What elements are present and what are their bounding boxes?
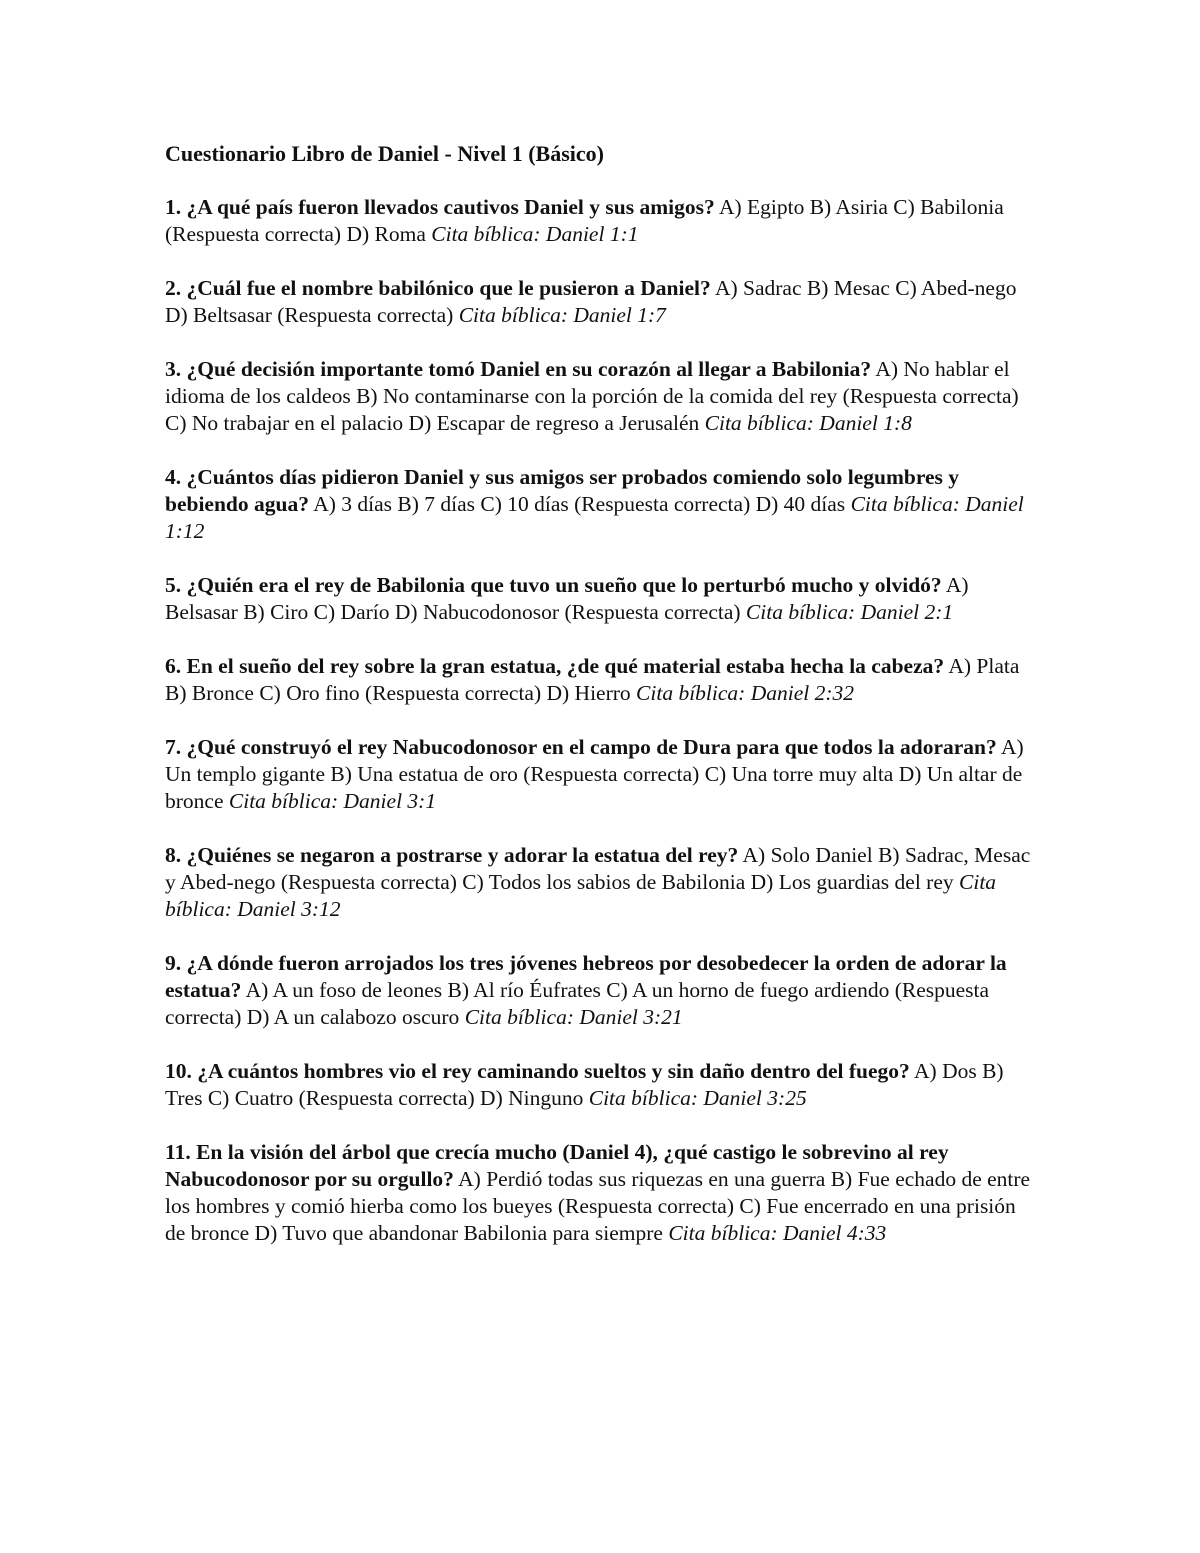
question-stem: 11. En la visión del árbol que crecía mucho (Daniel 4), ¿qué castigo le sobrevino al rey Nabucodonosor por su orgullo? bbox=[165, 1140, 949, 1191]
question-4 bbox=[165, 464, 1037, 545]
bible-citation: Cita bíblica: Daniel 1:12 bbox=[165, 492, 1024, 543]
question-8 bbox=[165, 842, 1037, 923]
question-6 bbox=[165, 653, 1037, 707]
bible-citation: Cita bíblica: Daniel 1:1 bbox=[431, 222, 639, 246]
question-options: A) Belsasar B) Ciro C) Darío D) Nabucodonosor (Respuesta correcta) bbox=[165, 573, 969, 624]
bible-citation: Cita bíblica: Daniel 3:1 bbox=[228, 789, 437, 813]
bible-citation: Cita bíblica: Daniel 2:32 bbox=[636, 681, 855, 705]
question-3 bbox=[165, 356, 1037, 437]
question-options: A) Plata B) Bronce C) Oro fino (Respuesta correcta) D) Hierro bbox=[165, 654, 1020, 705]
question-stem: 10. ¿A cuántos hombres vio el rey caminando sueltos y sin daño dentro del fuego? bbox=[165, 1059, 910, 1083]
question-stem: 3. ¿Qué decisión importante tomó Daniel en su corazón al llegar a Babilonia? bbox=[165, 357, 872, 381]
question-9 bbox=[165, 950, 1037, 1031]
document-title: Cuestionario Libro de Daniel - Nivel 1 (Básico) bbox=[165, 141, 604, 166]
question-stem: 5. ¿Quién era el rey de Babilonia que tuvo un sueño que lo perturbó mucho y olvidó? bbox=[165, 573, 942, 597]
question-stem: 6. En el sueño del rey sobre la gran estatua, ¿de qué material estaba hecha la cabeza? bbox=[165, 654, 945, 678]
bible-citation: Cita bíblica: Daniel 3:12 bbox=[165, 870, 997, 921]
question-10 bbox=[165, 1058, 1037, 1112]
question-options: A) A un foso de leones B) Al río Éufrates C) A un horno de fuego ardiendo (Respuesta correcta) D) A un calabozo oscuro bbox=[165, 978, 990, 1029]
question-options: A) Egipto B) Asiria C) Babilonia (Respuesta correcta) D) Roma bbox=[165, 195, 1004, 246]
question-7 bbox=[165, 734, 1037, 815]
question-stem: 1. ¿A qué país fueron llevados cautivos Daniel y sus amigos? bbox=[165, 195, 715, 219]
question-options: A) Un templo gigante B) Una estatua de oro (Respuesta correcta) C) Una torre muy alta D) Un altar de bronce bbox=[165, 735, 1024, 813]
question-options: A) Perdió todas sus riquezas en una guerra B) Fue echado de entre los hombres y comió hierba como los bueyes (Respuesta correcta) C) Fue encerrado en una prisión de bronce D) Tuvo que abandonar Babilonia para siempre bbox=[165, 1167, 1031, 1245]
question-options: A) Sadrac B) Mesac C) Abed-nego D) Beltsasar (Respuesta correcta) bbox=[165, 276, 1017, 327]
question-options: A) No hablar el idioma de los caldeos B) No contaminarse con la porción de la comida del rey (Respuesta correcta) C) No trabajar en el palacio D) Escapar de regreso a Jerusalén bbox=[165, 357, 1019, 435]
question-stem: 9. ¿A dónde fueron arrojados los tres jóvenes hebreos por desobedecer la orden de adorar la estatua? bbox=[165, 951, 1007, 1002]
question-2 bbox=[165, 275, 1037, 329]
bible-citation: Cita bíblica: Daniel 2:1 bbox=[745, 600, 954, 624]
question-options: A) Solo Daniel B) Sadrac, Mesac y Abed-nego (Respuesta correcta) C) Todos los sabios de Babilonia D) Los guardias del rey bbox=[165, 843, 1031, 894]
bible-citation: Cita bíblica: Daniel 1:7 bbox=[458, 303, 666, 327]
question-options: A) Dos B) Tres C) Cuatro (Respuesta correcta) D) Ninguno bbox=[165, 1059, 1004, 1110]
question-1 bbox=[165, 194, 1037, 248]
bible-citation: Cita bíblica: Daniel 4:33 bbox=[668, 1221, 887, 1245]
question-5 bbox=[165, 572, 1037, 626]
question-stem: 7. ¿Qué construyó el rey Nabucodonosor en el campo de Dura para que todos la adoraran? bbox=[165, 735, 997, 759]
question-stem: 2. ¿Cuál fue el nombre babilónico que le pusieron a Daniel? bbox=[165, 276, 711, 300]
question-options: A) 3 días B) 7 días C) 10 días (Respuesta correcta) D) 40 días bbox=[313, 492, 846, 516]
question-11 bbox=[165, 1139, 1037, 1247]
question-stem: 8. ¿Quiénes se negaron a postrarse y adorar la estatua del rey? bbox=[165, 843, 739, 867]
bible-citation: Cita bíblica: Daniel 3:25 bbox=[588, 1086, 807, 1110]
question-stem: 4. ¿Cuántos días pidieron Daniel y sus amigos ser probados comiendo solo legumbres y bebiendo agua? bbox=[165, 465, 960, 516]
bible-citation: Cita bíblica: Daniel 3:21 bbox=[464, 1005, 683, 1029]
bible-citation: Cita bíblica: Daniel 1:8 bbox=[704, 411, 912, 435]
document-page bbox=[165, 140, 1037, 1274]
